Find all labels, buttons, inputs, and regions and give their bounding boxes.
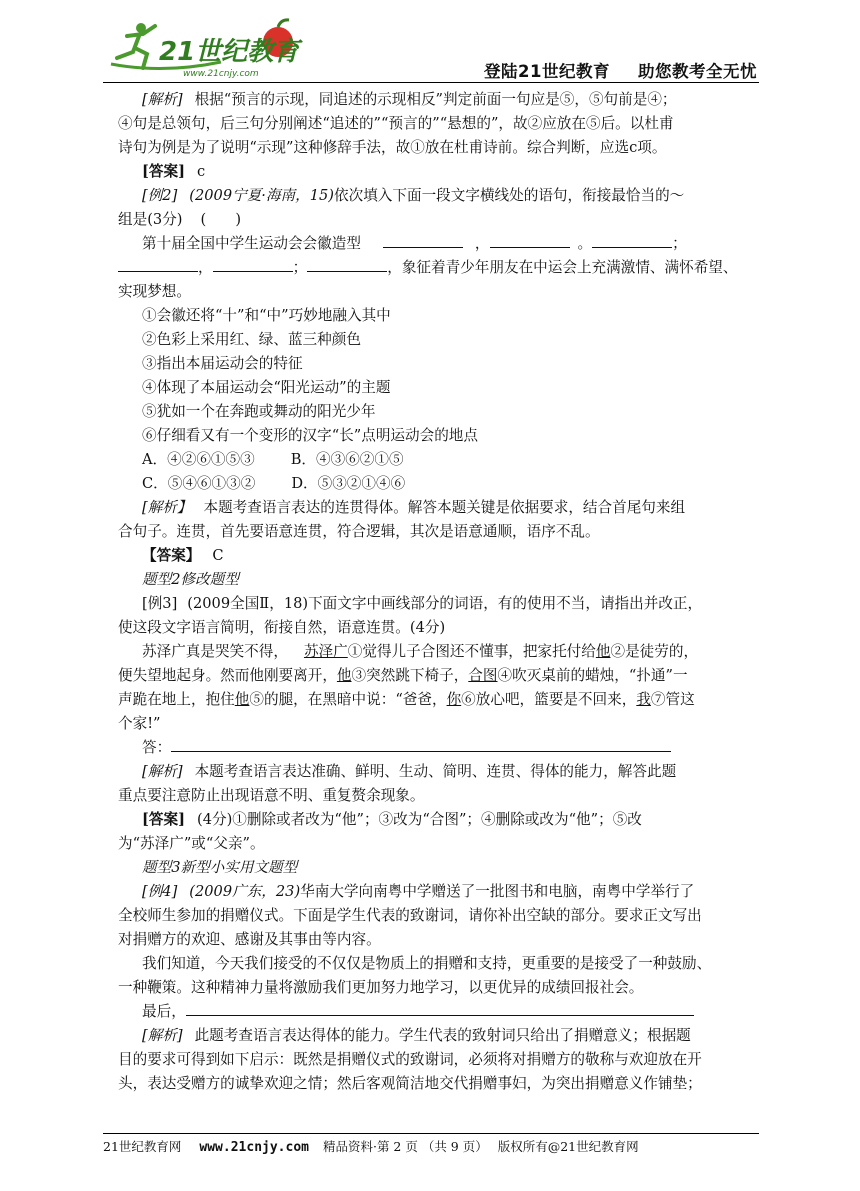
header-slogan bbox=[484, 58, 757, 82]
text-line: 重点要注意防止出现语意不明、重复赘余现象。 bbox=[118, 787, 425, 804]
choice-row bbox=[118, 472, 758, 496]
choice-row bbox=[118, 448, 758, 472]
answer-blank[interactable] bbox=[592, 233, 672, 248]
example-heading: [例3] (2009全国Ⅱ，18)下面文字中画线部分的词语，有的使用不当，请指出并改正， bbox=[142, 595, 703, 612]
text-line: 合句子。连贯，首先要语意连贯，符合逻辑，其次是语意通顺，语序不乱。 bbox=[118, 523, 600, 540]
text-line: 诗句为例是为了说明“示现”这种修辞手法，故①放在杜甫诗前。综合判断，应选c项。 bbox=[118, 139, 667, 156]
option-item: ①会徽还将“十”和“中”巧妙地融入其中 bbox=[142, 307, 391, 324]
example-heading: [例4] (2009广东，23)华南大学向南粤中学赠送了一批图书和电脑，南粤中学举行了 bbox=[142, 883, 695, 900]
choice-b: B．④③⑥②①⑤ bbox=[290, 451, 404, 468]
option-item: ③指出本届运动会的特征 bbox=[142, 355, 303, 372]
answer-line: [答案] c bbox=[142, 163, 206, 180]
site-logo bbox=[103, 14, 313, 80]
text-line: [解析] 本题考查语言表达准确、鲜明、生动、简明、连贯、得体的能力，解答此题 bbox=[142, 763, 677, 780]
text-line: 苏泽广真是哭笑不得， 苏泽广①觉得儿子合图还不懂事，把家托付给他②是徒劳的， bbox=[142, 643, 699, 660]
page-header bbox=[103, 14, 759, 84]
text-line: 目的要求可得到如下启示：既然是捐赠仪式的致谢词，必须将对捐赠方的敬称与欢迎放在开 bbox=[118, 1051, 702, 1068]
answer-blank[interactable] bbox=[383, 233, 463, 248]
fill-blank-line: ， ； ，象征着青少年朋友在中运会上充满激情、满怀希望、 bbox=[118, 256, 758, 280]
option-item: ⑤犹如一个在奔跑或舞动的阳光少年 bbox=[142, 403, 376, 420]
text-line: 组是(3分) ( ) bbox=[118, 211, 242, 228]
document-body bbox=[118, 88, 758, 1096]
text-line: [解析] 根据“预言的示现，同追述的示现相反”判定前面一句应是⑤，⑤句前是④； bbox=[142, 91, 677, 108]
text-line: 头，表达受赠方的诚挚欢迎之情；然后客观简洁地交代捐赠事妇，为突出捐赠意义作铺垫； bbox=[118, 1075, 702, 1092]
text-line: 一种鞭策。这种精神力量将激励我们更加努力地学习，以更优异的成绩回报社会。 bbox=[118, 979, 644, 996]
footer-site-name: 21世纪教育网 bbox=[103, 1139, 182, 1154]
section-heading: 题型2修改题型 bbox=[142, 571, 239, 588]
fill-blank-line: 第十届全国中学生运动会会徽造型 ， 。 ； bbox=[142, 235, 687, 252]
answer-blank[interactable] bbox=[307, 257, 387, 272]
text-line: 为“苏泽广”或“父亲”。 bbox=[118, 835, 265, 852]
text-line: 对捐赠方的欢迎、感谢及其事由等内容。 bbox=[118, 931, 381, 948]
answer-blank[interactable] bbox=[490, 233, 570, 248]
answer-line: [答案] (4分)①删除或者改为“他”；③改为“合图”；④删除或改为“他”；⑤改 bbox=[142, 811, 642, 828]
answer-prompt: 最后， bbox=[118, 1000, 758, 1024]
page-footer bbox=[103, 1137, 759, 1155]
header-rule bbox=[103, 82, 759, 83]
option-item: ④体现了本届运动会“阳光运动”的主题 bbox=[142, 379, 391, 396]
footer-page-info: 精品资料·第 2 页 （共 9 页） bbox=[322, 1139, 488, 1154]
answer-blank[interactable] bbox=[171, 737, 671, 752]
svg-text:www.21cnjy.com: www.21cnjy.com bbox=[183, 69, 259, 79]
text-line: 便失望地起身。然而他刚要离开，他③突然跳下椅子，合图④吹灭桌前的蜡烛，“扑通”一 bbox=[118, 667, 688, 684]
choice-a: A．④②⑥①⑤③ bbox=[142, 451, 255, 468]
slogan-left: 登陆21世纪教育 bbox=[484, 62, 610, 81]
footer-site-url[interactable]: www.21cnjy.com bbox=[199, 1140, 309, 1155]
text-line: [解析】 本题考查语言表达的连贯得体。解答本题关键是依据要求，结合首尾句来组 bbox=[142, 499, 686, 516]
answer-blank[interactable] bbox=[213, 257, 293, 272]
text-line: 使这段文字语言简明，衔接自然，语意连贯。(4分) bbox=[118, 619, 446, 636]
choice-c: C．⑤④⑥①③② bbox=[142, 475, 256, 492]
option-item: ②色彩上采用红、绿、蓝三种颜色 bbox=[142, 331, 361, 348]
text-line: 我们知道，今天我们接受的不仅仅是物质上的捐赠和支持，更重要的是接受了一种鼓励、 bbox=[142, 955, 712, 972]
choice-d: D．⑤③②①④⑥ bbox=[291, 475, 406, 492]
answer-line: 【答案】 C bbox=[142, 547, 224, 564]
answer-blank[interactable] bbox=[118, 257, 198, 272]
footer-copyright: 版权所有@21世纪教育网 bbox=[497, 1139, 639, 1154]
text-line: 全校师生参加的捐赠仪式。下面是学生代表的致谢词，请你补出空缺的部分。要求正文写出 bbox=[118, 907, 702, 924]
footer-rule bbox=[103, 1133, 759, 1134]
answer-blank[interactable] bbox=[186, 1001, 694, 1016]
text-line: 实现梦想。 bbox=[118, 283, 191, 300]
text-line: ④句是总领句，后三句分别阐述“追述的”“预言的”“悬想的”，故②应放在⑤后。以杜甫 bbox=[118, 115, 674, 132]
example-heading: [例2] (2009宁夏·海南，15)依次填入下面一段文字横线处的语句，衔接最恰当的～ bbox=[142, 187, 685, 204]
slogan-right: 助您教考全无忧 bbox=[638, 62, 757, 81]
answer-prompt: 答： bbox=[118, 736, 758, 760]
text-line: 声跪在地上，抱住他⑤的腿，在黑暗中说：“爸爸，你⑥放心吧，篮要是不回来，我⑦管这 bbox=[118, 691, 695, 708]
text-line: [解析] 此题考查语言表达得体的能力。学生代表的致射词只给出了捐赠意义；根据题 bbox=[142, 1027, 691, 1044]
section-heading: 题型3新型小实用文题型 bbox=[142, 859, 298, 876]
text-line: 个家!” bbox=[118, 715, 161, 732]
option-item: ⑥仔细看又有一个变形的汉字“长”点明运动会的地点 bbox=[142, 427, 478, 444]
svg-text:21世纪教育: 21世纪教育 bbox=[159, 37, 300, 67]
